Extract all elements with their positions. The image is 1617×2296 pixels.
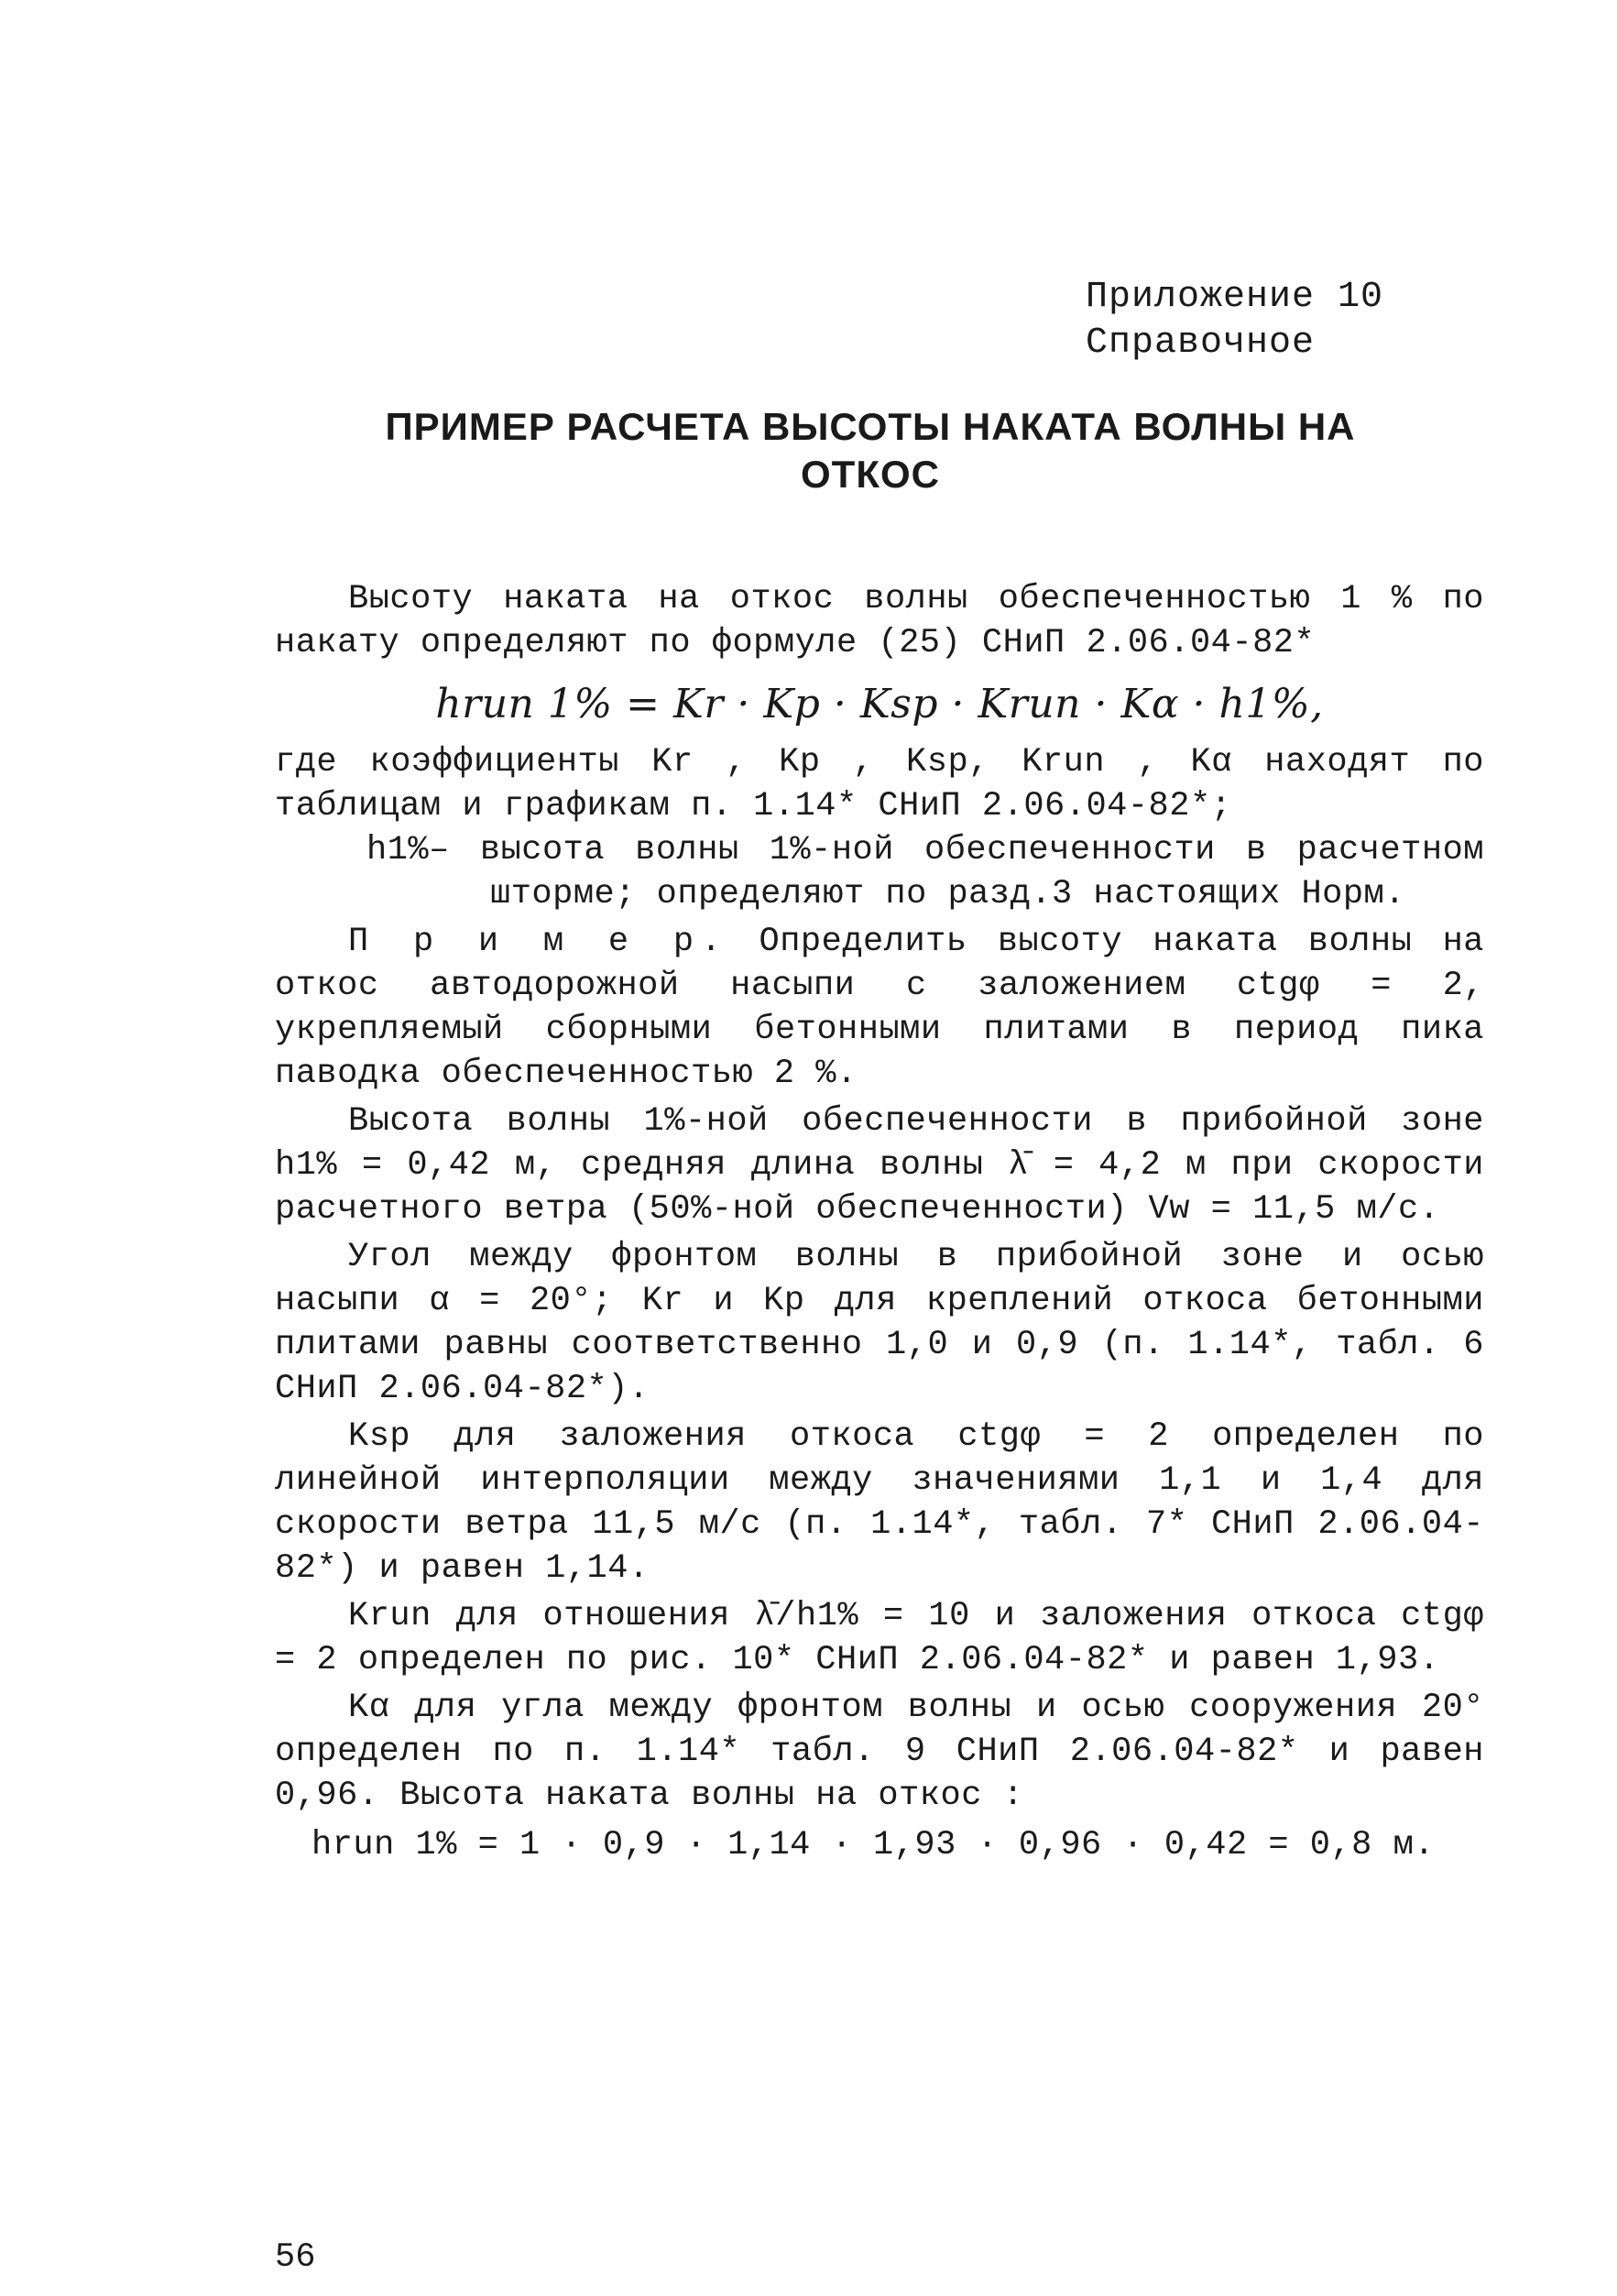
- title-line-2: ОТКОС: [801, 453, 940, 496]
- where-paragraph: где коэффициенты Kr , Kp , Ksp, Krun , Kα находят по таблицам и графикам п. 1.14* СНиП 2.06.04-82*;: [275, 743, 1484, 825]
- wave-height-paragraph: Высота волны 1%-ной обеспеченности в прибойной зоне h1% = 0,42 м, средняя длина волны λ̄ = 4,2 м при скорости расчетного ветра (50%-ной обеспеченности) Vw = 11,5 м/с.: [275, 1102, 1484, 1229]
- kalpha-paragraph: Kα для угла между фронтом волны и осью сооружения 20° определен по п. 1.14* табл. 9 СНиП 2.06.04-82* и равен 0,96. Высота наката волны на откос :: [275, 1689, 1484, 1815]
- example-label: П р и м е р.: [348, 923, 729, 961]
- appendix-header: [1086, 275, 1383, 366]
- page-number: 56: [275, 2238, 316, 2277]
- krun-paragraph: Krun для отношения λ̄/h1% = 10 и заложения откоса ctgφ = 2 определен по рис. 10* СНиП 2.06.04-82* и равен 1,93.: [275, 1597, 1484, 1679]
- document-body: [275, 577, 1484, 1867]
- result-formula: hrun 1% = 1 · 0,9 · 1,14 · 1,93 · 0,96 · 0,42 = 0,8 м.: [311, 1826, 1435, 1864]
- appendix-number: Приложение 10: [1086, 277, 1384, 318]
- ksp-paragraph: Ksp для заложения откоса ctgφ = 2 определен по линейной интерполяции между значениями 1,1 и 1,4 для скорости ветра 11,5 м/с (п. 1.14*, табл. 7* СНиП 2.06.04-82*) и равен 1,14.: [275, 1417, 1484, 1588]
- title-line-1: ПРИМЕР РАСЧЕТА ВЫСОТЫ НАКАТА ВОЛНЫ НА: [385, 405, 1356, 448]
- appendix-type: Справочное: [1086, 323, 1316, 364]
- angle-paragraph: Угол между фронтом волны в прибойной зоне и осью насыпи α = 20°; Kr и Kp для креплений откоса бетонными плитами равны соответственно 1,0 и 0,9 (п. 1.14*, табл. 6 СНиП 2.06.04-82*).: [275, 1238, 1484, 1408]
- page-title: [275, 403, 1466, 498]
- main-formula: hrun 1% = Kr · Kp · Ksp · Krun · Kα · h1%,: [435, 681, 1324, 727]
- definition-paragraph: h1%– высота волны 1%-ной обеспеченности в расчетном шторме; определяют по разд.3 настоящих Норм.: [366, 831, 1484, 913]
- example-paragraph: [275, 920, 1484, 1096]
- example-text: Определить высоту наката волны на откос автодорожной насыпи с заложением ctgφ = 2, укрепляемый сборными бетонными плитами в период пика паводка обеспеченностью 2 %.: [275, 923, 1484, 1093]
- intro-paragraph: Высоту наката на откос волны обеспеченностью 1 % по накату определяют по формуле (25) СНиП 2.06.04-82*: [275, 580, 1484, 662]
